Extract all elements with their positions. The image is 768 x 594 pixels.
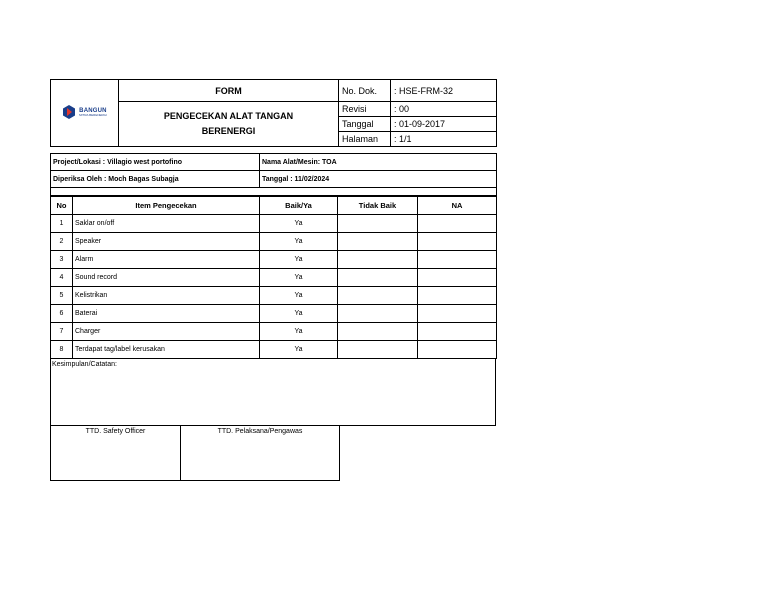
spacer-row (51, 188, 497, 196)
checklist-row (51, 341, 497, 359)
col-header-na: NA (418, 197, 497, 215)
row-ok: Ya (260, 287, 338, 305)
row-na (418, 233, 497, 251)
row-bad (338, 341, 418, 359)
logo-name: BANGUN (79, 107, 107, 114)
col-header-bad: Tidak Baik (338, 197, 418, 215)
form-label: FORM (119, 80, 339, 102)
meta-key-date: Tanggal (339, 117, 391, 132)
checklist-row (51, 215, 497, 233)
row-number: 8 (51, 341, 73, 359)
row-number: 6 (51, 305, 73, 323)
checklist-row (51, 323, 497, 341)
checklist-row (51, 305, 497, 323)
row-bad (338, 287, 418, 305)
checklist-header-row (51, 197, 497, 215)
form-title-line2: BERENERGI (201, 126, 256, 136)
signature-section (50, 426, 340, 481)
row-na (418, 323, 497, 341)
signature-supervisor: TTD. Pelaksana/Pengawas (181, 426, 340, 481)
row-number: 1 (51, 215, 73, 233)
row-item: Charger (73, 323, 260, 341)
row-item: Sound record (73, 269, 260, 287)
form-header (50, 79, 497, 147)
row-item: Terdapat tag/label kerusakan (73, 341, 260, 359)
inspected-by: Diperiksa Oleh : Moch Bagas Subagja (51, 171, 260, 188)
row-item: Saklar on/off (73, 215, 260, 233)
notes-label: Kesimpulan/Catatan: (51, 359, 496, 426)
checklist-row (51, 287, 497, 305)
checklist-row (51, 251, 497, 269)
row-na (418, 341, 497, 359)
col-header-ok: Baik/Ya (260, 197, 338, 215)
row-item: Speaker (73, 233, 260, 251)
signature-safety-officer: TTD. Safety Officer (51, 426, 181, 481)
meta-key-page: Halaman (339, 132, 391, 147)
logo-subtitle: MITRA BERENERGI (79, 112, 107, 117)
form-title (119, 102, 339, 147)
checklist-row (51, 269, 497, 287)
tool-name: Nama Alat/Mesin: TOA (260, 154, 497, 171)
col-header-no: No (51, 197, 73, 215)
meta-key-doc: No. Dok. (339, 80, 391, 102)
inspection-date: Tanggal : 11/02/2024 (260, 171, 497, 188)
project-location: Project/Lokasi : Villagio west portofino (51, 154, 260, 171)
meta-value-page: : 1/1 (391, 132, 497, 147)
row-ok: Ya (260, 323, 338, 341)
row-ok: Ya (260, 215, 338, 233)
checklist-row (51, 233, 497, 251)
row-na (418, 251, 497, 269)
row-bad (338, 233, 418, 251)
row-item: Alarm (73, 251, 260, 269)
row-bad (338, 269, 418, 287)
meta-value-date: : 01-09-2017 (391, 117, 497, 132)
col-header-item: Item Pengecekan (73, 197, 260, 215)
notes-section (50, 359, 496, 426)
form-info (50, 153, 497, 196)
row-number: 4 (51, 269, 73, 287)
row-bad (338, 323, 418, 341)
row-bad (338, 251, 418, 269)
row-na (418, 305, 497, 323)
row-number: 3 (51, 251, 73, 269)
logo-cell (51, 80, 119, 147)
row-number: 7 (51, 323, 73, 341)
checklist-table (50, 196, 497, 359)
logo-mark-icon (62, 104, 76, 120)
row-ok: Ya (260, 269, 338, 287)
row-number: 5 (51, 287, 73, 305)
row-ok: Ya (260, 233, 338, 251)
row-ok: Ya (260, 305, 338, 323)
row-number: 2 (51, 233, 73, 251)
inspection-form (50, 79, 496, 481)
company-logo (62, 104, 107, 120)
meta-key-revision: Revisi (339, 102, 391, 117)
meta-value-doc: : HSE-FRM-32 (391, 80, 497, 102)
row-ok: Ya (260, 251, 338, 269)
row-na (418, 269, 497, 287)
form-title-line1: PENGECEKAN ALAT TANGAN (163, 111, 294, 121)
row-bad (338, 215, 418, 233)
row-na (418, 287, 497, 305)
meta-value-revision: : 00 (391, 102, 497, 117)
row-bad (338, 305, 418, 323)
row-na (418, 215, 497, 233)
row-item: Baterai (73, 305, 260, 323)
row-item: Kelistrikan (73, 287, 260, 305)
row-ok: Ya (260, 341, 338, 359)
